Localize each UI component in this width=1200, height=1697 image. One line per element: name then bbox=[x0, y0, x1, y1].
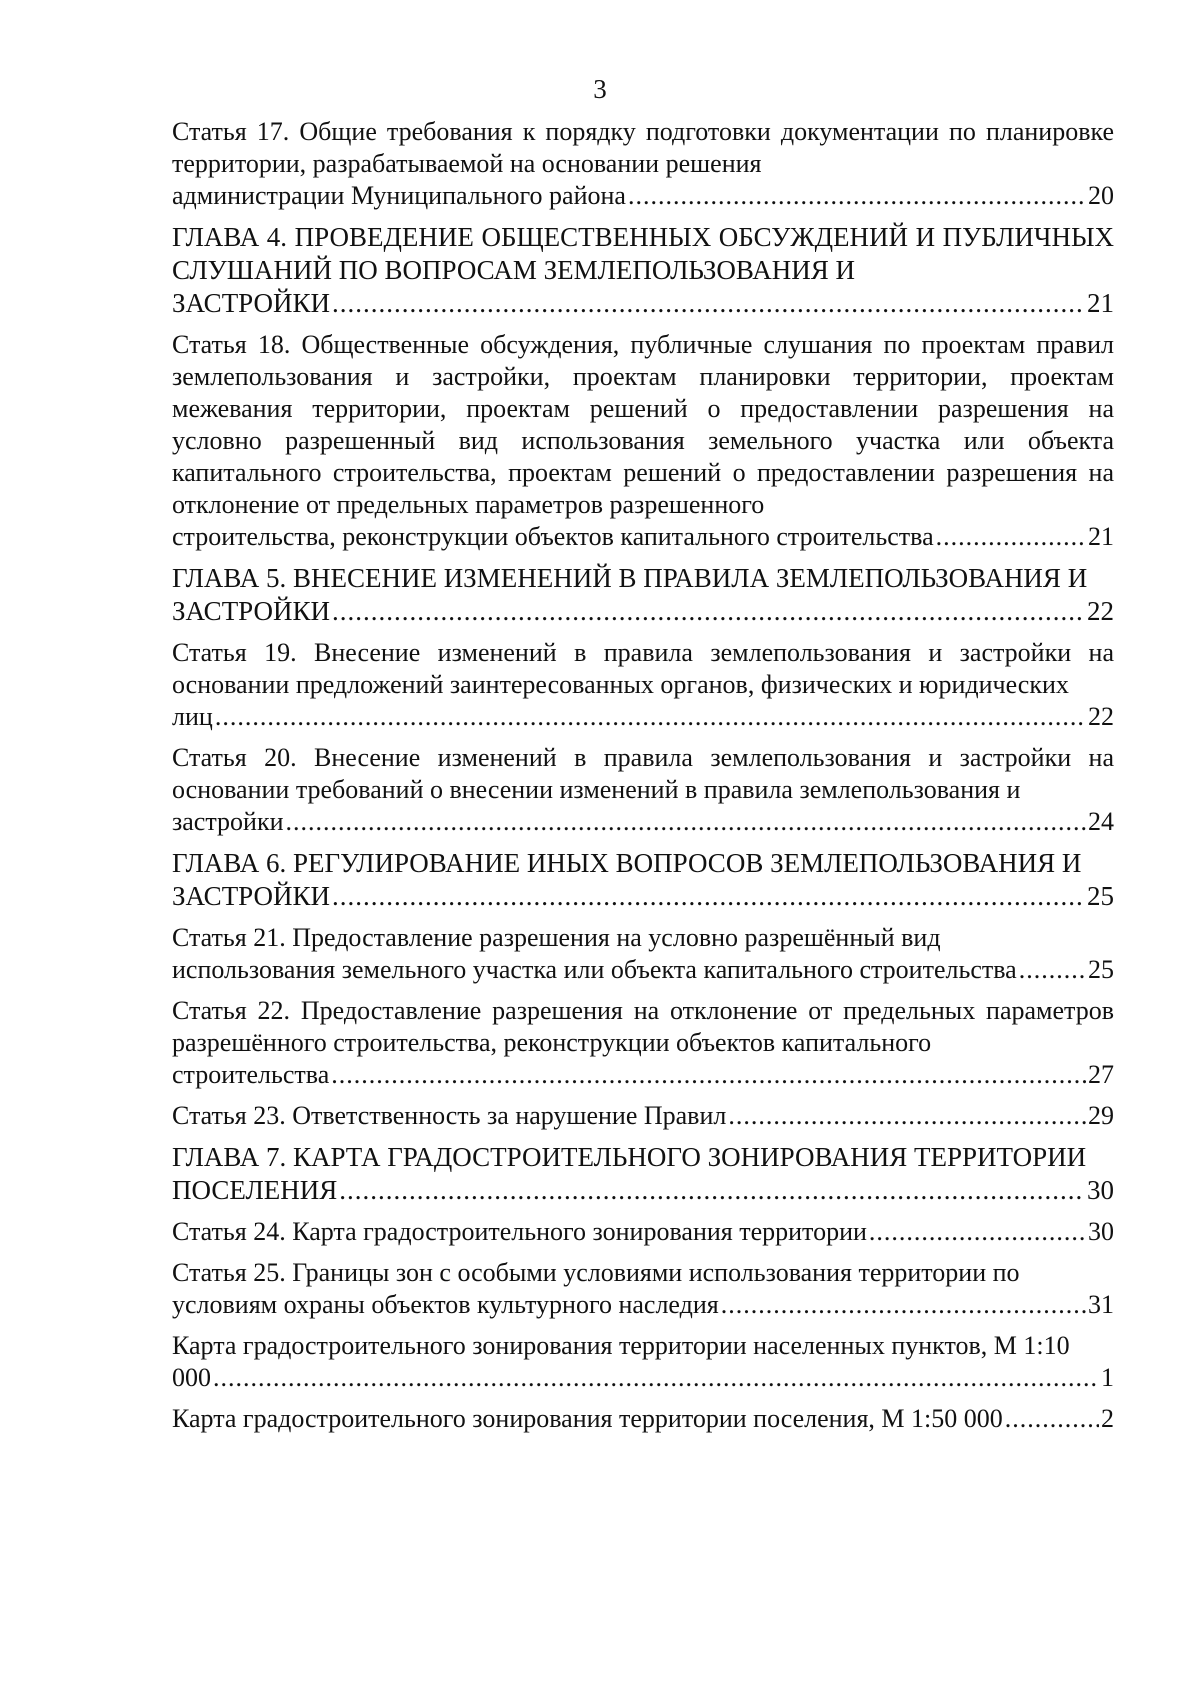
toc-page-number: 29 bbox=[1088, 1101, 1114, 1130]
toc-entry-last-line bbox=[172, 701, 1114, 733]
toc-entry-text: Статья 22. Предоставление разрешения на отклонение от предельных параметров разрешённого строительства, реконструкции объектов капитального bbox=[172, 996, 1114, 1057]
toc-entry-last-text: Карта градостроительного зонирования территории поселения, М 1:50 000 bbox=[172, 1404, 1003, 1433]
toc-entry-last-line bbox=[172, 1289, 1114, 1321]
dot-leader bbox=[721, 1289, 1086, 1321]
dot-leader bbox=[213, 1362, 1099, 1394]
toc-chapter-entry[interactable] bbox=[172, 847, 1114, 913]
dot-leader bbox=[628, 180, 1086, 212]
toc-entry-last-text: строительства bbox=[172, 1060, 330, 1089]
dot-leader bbox=[936, 521, 1086, 553]
toc-entry-last-text: Статья 23. Ответственность за нарушение Правил bbox=[172, 1101, 727, 1130]
toc-entry-last-line bbox=[172, 1403, 1114, 1435]
dot-leader bbox=[339, 1174, 1085, 1207]
toc-article-entry[interactable] bbox=[172, 1257, 1114, 1321]
toc-page-number: 30 bbox=[1088, 1217, 1114, 1246]
toc-entry-last-line bbox=[172, 521, 1114, 553]
toc-entry-last-line bbox=[172, 1216, 1114, 1248]
toc-article-entry[interactable] bbox=[172, 1330, 1114, 1394]
toc-entry-last-text: ЗАСТРОЙКИ bbox=[172, 881, 331, 911]
toc-page-number: 30 bbox=[1087, 1175, 1114, 1205]
toc-article-entry[interactable] bbox=[172, 637, 1114, 733]
toc-entry-last-text: ЗАСТРОЙКИ bbox=[172, 596, 331, 626]
toc-entry-text: ГЛАВА 5. ВНЕСЕНИЕ ИЗМЕНЕНИЙ В ПРАВИЛА ЗЕМЛЕПОЛЬЗОВАНИЯ И bbox=[172, 563, 1088, 593]
dot-leader bbox=[332, 287, 1085, 320]
dot-leader bbox=[1005, 1403, 1099, 1435]
toc-entry-text: Статья 25. Границы зон с особыми условиями использования территории по bbox=[172, 1258, 1020, 1287]
page-number: 3 bbox=[593, 74, 607, 104]
toc-page-number: 31 bbox=[1088, 1290, 1114, 1319]
toc-page-number: 25 bbox=[1087, 881, 1114, 911]
toc-page-number: 24 bbox=[1088, 807, 1114, 836]
toc-entry-last-line bbox=[172, 880, 1114, 913]
toc-entry-last-line bbox=[172, 954, 1114, 986]
toc-entry-last-text: застройки bbox=[172, 807, 284, 836]
toc-chapter-entry[interactable] bbox=[172, 562, 1114, 628]
toc-chapter-entry[interactable] bbox=[172, 1141, 1114, 1207]
toc-entry-text: Статья 19. Внесение изменений в правила землепользования и застройки на основании предложений заинтересованных органов, физических и юридических bbox=[172, 638, 1114, 699]
dot-leader bbox=[286, 806, 1087, 838]
toc-entry-text: Статья 20. Внесение изменений в правила землепользования и застройки на основании требований о внесении изменений в правила землепользования и bbox=[172, 743, 1114, 804]
dot-leader bbox=[1019, 954, 1086, 986]
toc-entry-last-text: лиц bbox=[172, 702, 213, 731]
toc-page-number: 27 bbox=[1088, 1060, 1114, 1089]
toc-entry-text: Статья 17. Общие требования к порядку подготовки документации по планировке территории, разрабатываемой на основании решения bbox=[172, 117, 1114, 178]
toc-article-entry[interactable] bbox=[172, 922, 1114, 986]
toc-entry-last-text: условиям охраны объектов культурного наследия bbox=[172, 1290, 719, 1319]
dot-leader bbox=[331, 1059, 1086, 1091]
dot-leader bbox=[332, 880, 1085, 913]
toc-entry-text: ГЛАВА 6. РЕГУЛИРОВАНИЕ ИНЫХ ВОПРОСОВ ЗЕМЛЕПОЛЬЗОВАНИЯ И bbox=[172, 848, 1082, 878]
dot-leader bbox=[215, 701, 1086, 733]
toc-article-entry[interactable] bbox=[172, 116, 1114, 212]
toc-page-number: 1 bbox=[1101, 1363, 1114, 1392]
toc-entry-last-text: строительства, реконструкции объектов капитального строительства bbox=[172, 522, 934, 551]
toc-page-number: 2 bbox=[1101, 1404, 1114, 1433]
toc-entry-text: ГЛАВА 7. КАРТА ГРАДОСТРОИТЕЛЬНОГО ЗОНИРОВАНИЯ ТЕРРИТОРИИ bbox=[172, 1142, 1087, 1172]
toc-article-entry[interactable] bbox=[172, 1100, 1114, 1132]
toc-entry-last-text: ПОСЕЛЕНИЯ bbox=[172, 1175, 338, 1205]
toc-entry-last-line bbox=[172, 595, 1114, 628]
toc-entry-last-line bbox=[172, 1059, 1114, 1091]
toc-article-entry[interactable] bbox=[172, 995, 1114, 1091]
toc-entry-last-line bbox=[172, 1174, 1114, 1207]
toc-entry-last-line bbox=[172, 180, 1114, 212]
toc-entry-last-line bbox=[172, 806, 1114, 838]
dot-leader bbox=[332, 595, 1085, 628]
toc-article-entry[interactable] bbox=[172, 1403, 1114, 1435]
toc-page-number: 21 bbox=[1088, 522, 1114, 551]
toc-entry-last-line bbox=[172, 1100, 1114, 1132]
toc-page-number: 20 bbox=[1088, 181, 1114, 210]
toc-entry-last-line bbox=[172, 1362, 1114, 1394]
toc-entry-last-text: Статья 24. Карта градостроительного зонирования территории bbox=[172, 1217, 867, 1246]
toc-entry-text: Статья 18. Общественные обсуждения, публичные слушания по проектам правил землепользования и застройки, проектам планировки территории, проектам межевания территории, проектам решений о предоставлении разрешения на условно разрешенный вид использования земельного участка или объекта капитального строительства, проектам решений о предоставлении разрешения на отклонение от предельных параметров разрешенного bbox=[172, 330, 1114, 519]
toc-entry-last-line bbox=[172, 287, 1114, 320]
toc-entry-last-text: 000 bbox=[172, 1363, 211, 1392]
dot-leader bbox=[728, 1100, 1086, 1132]
toc-article-entry[interactable] bbox=[172, 742, 1114, 838]
toc-entry-text: Карта градостроительного зонирования территории населенных пунктов, М 1:10 bbox=[172, 1331, 1070, 1360]
dot-leader bbox=[869, 1216, 1086, 1248]
toc-page-number: 25 bbox=[1088, 955, 1114, 984]
toc-chapter-entry[interactable] bbox=[172, 221, 1114, 320]
toc-page-number: 21 bbox=[1087, 288, 1114, 318]
toc-article-entry[interactable] bbox=[172, 329, 1114, 553]
toc-entry-last-text: ЗАСТРОЙКИ bbox=[172, 288, 331, 318]
toc-entry-last-text: администрации Муниципального района bbox=[172, 181, 626, 210]
toc-article-entry[interactable] bbox=[172, 1216, 1114, 1248]
toc-entry-text: ГЛАВА 4. ПРОВЕДЕНИЕ ОБЩЕСТВЕННЫХ ОБСУЖДЕНИЙ И ПУБЛИЧНЫХ СЛУШАНИЙ ПО ВОПРОСАМ ЗЕМЛЕПОЛЬЗОВАНИЯ И bbox=[172, 222, 1114, 285]
table-of-contents bbox=[172, 116, 1114, 1444]
toc-page-number: 22 bbox=[1088, 702, 1114, 731]
toc-entry-last-text: использования земельного участка или объекта капитального строительства bbox=[172, 955, 1017, 984]
toc-entry-text: Статья 21. Предоставление разрешения на условно разрешённый вид bbox=[172, 923, 941, 952]
toc-page-number: 22 bbox=[1087, 596, 1114, 626]
